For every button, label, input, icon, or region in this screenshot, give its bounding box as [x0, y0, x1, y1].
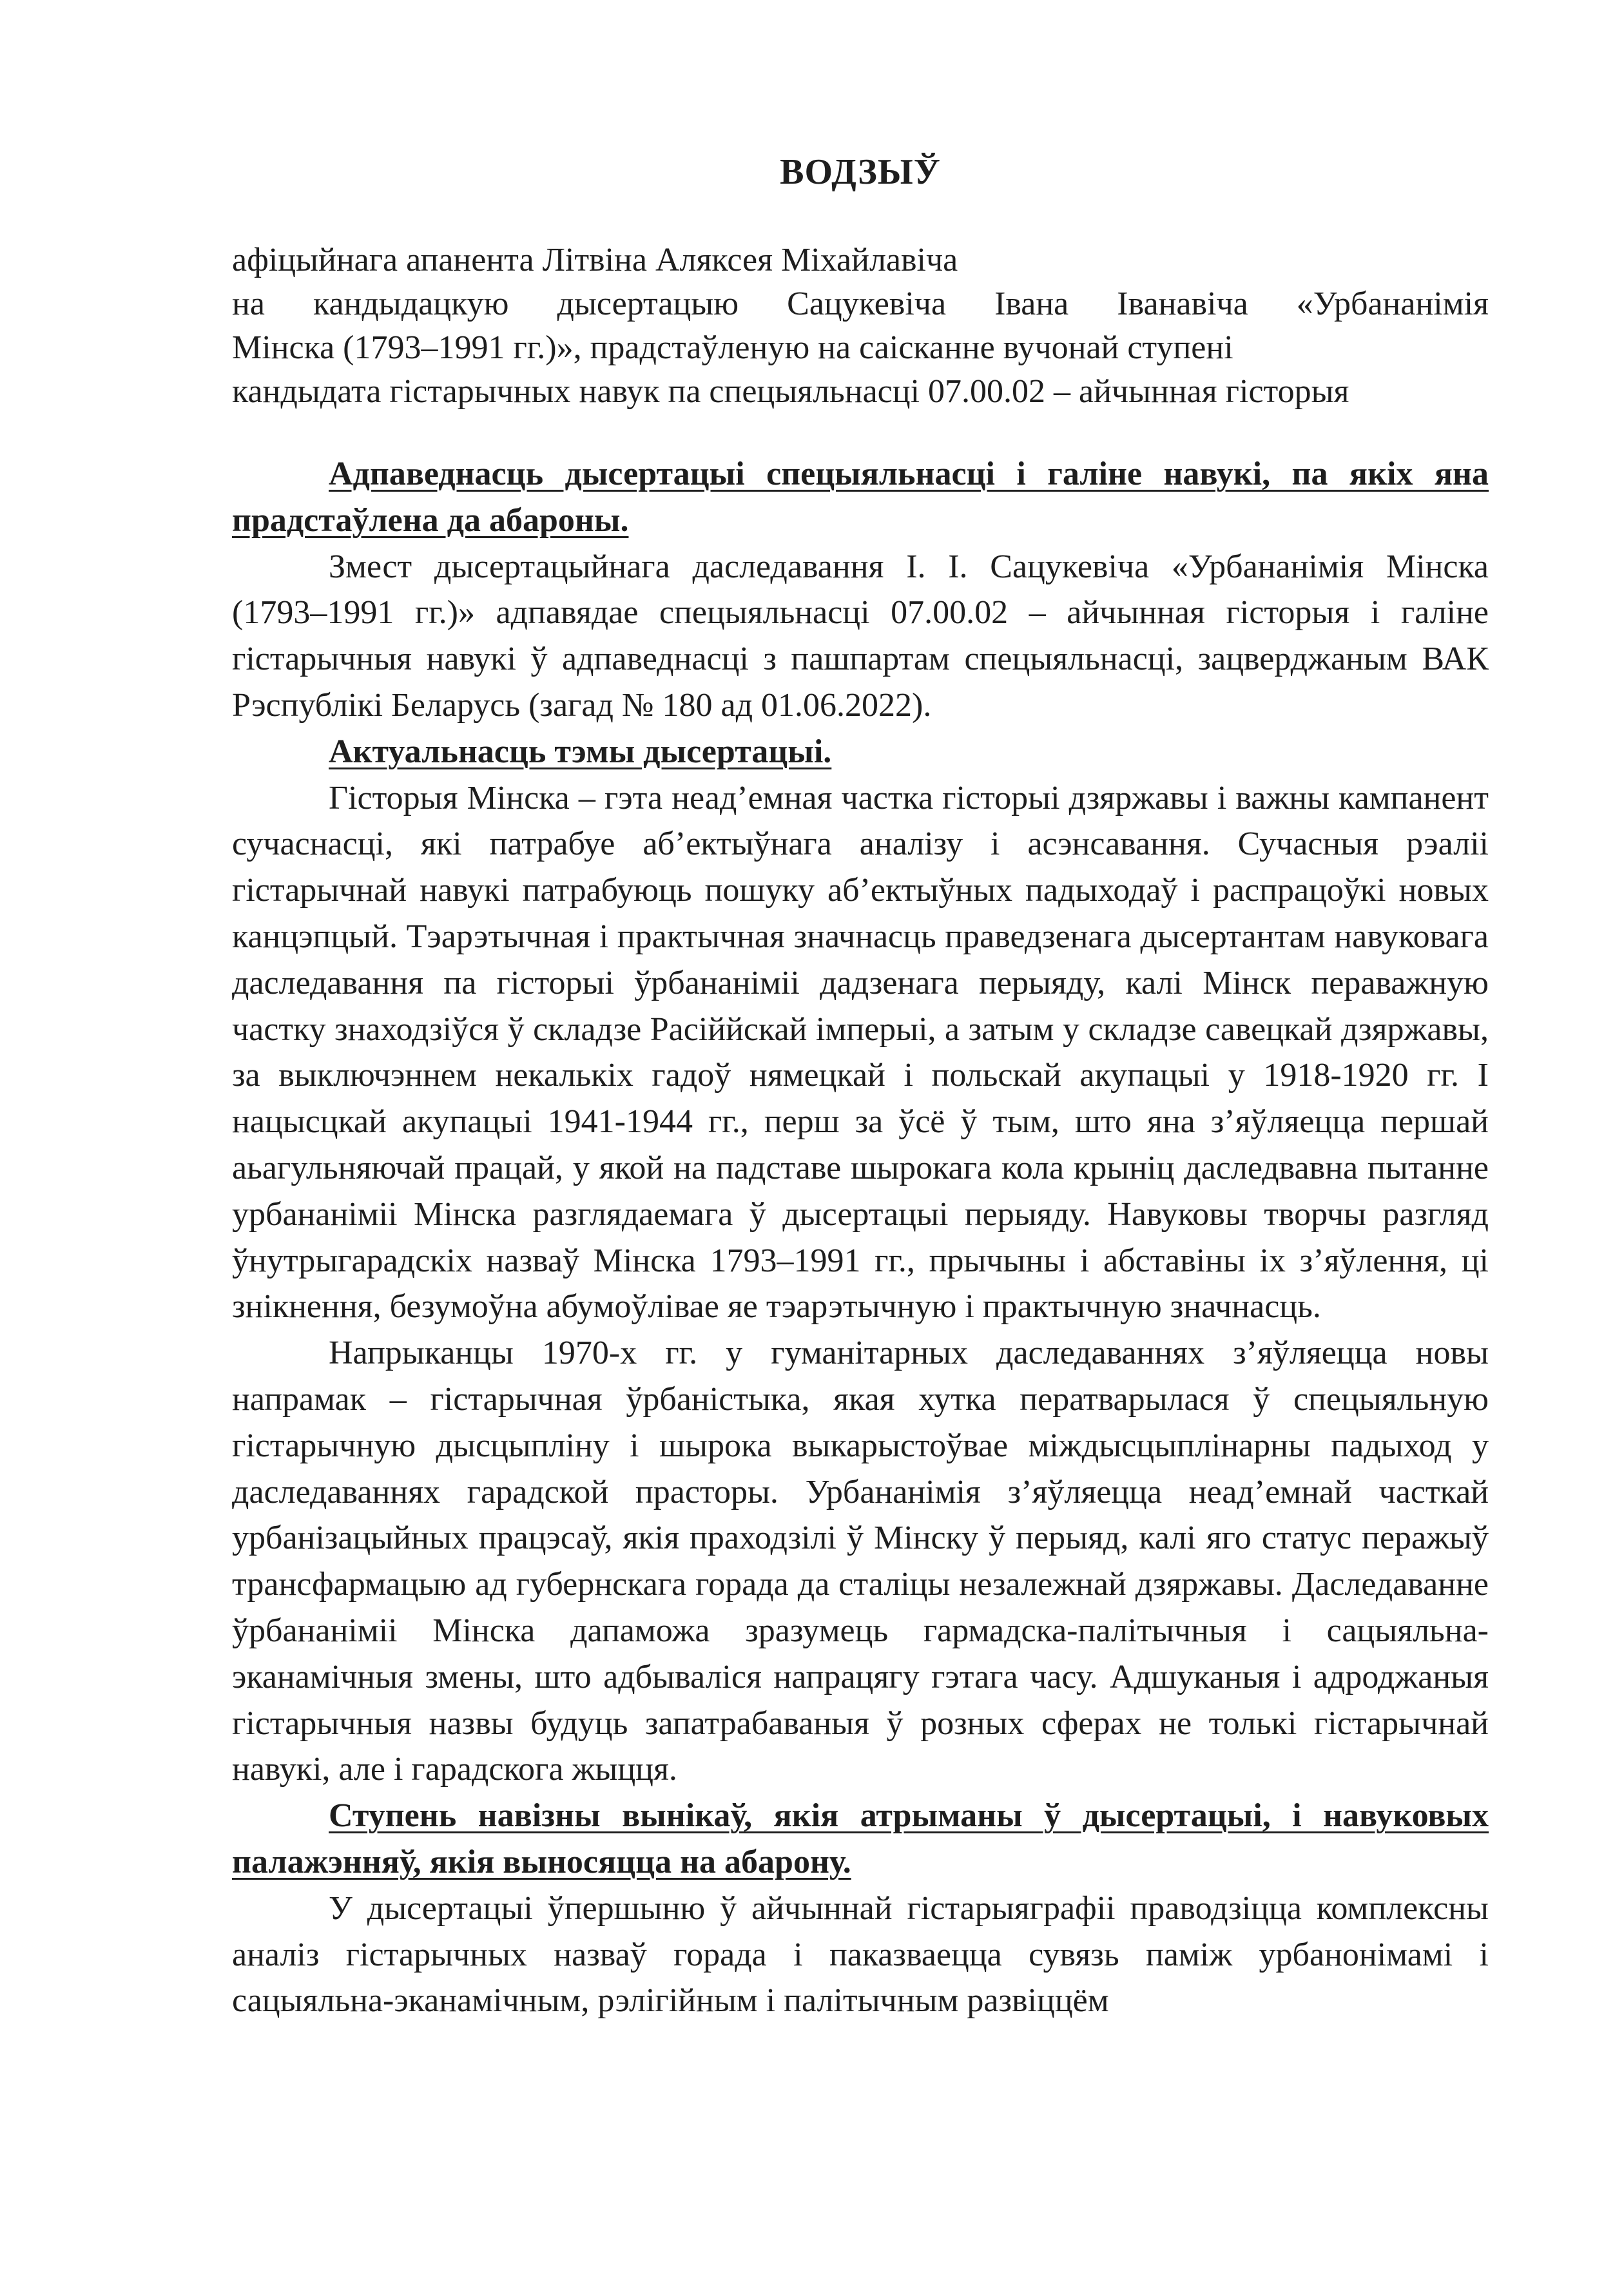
paragraph-relevance-1: Гісторыя Мінска – гэта неад’емная частка гісторыі дзяржавы і важны кампанент сучаснасці, які патрабуе аб’ектыўнага аналізу і асэнсавання. Сучасныя рэаліі гістарычнай навукі патрабуюць пошуку аб’ектыўных падыходаў і распрацоўкі новых канцэпцый. Тэарэтычная і практычная значнасць праведзенага дысертантам навуковага даследавання па гісторыі ўрбананіміі дадзенага перыяду, калі Мінск пераважную частку знаходзіўся ў складзе Расіййскай імперыі, а затым у складзе савецкай дзяржавы, за выключэннем некалькіх гадоў нямецкай і польскай акупацыі у 1918-1920 гг. І нацысцкай акупацыі 1941-1944 гг., перш за ўсё ў тым, што яна з’яўляецца першай аьагульняючай працай, у якой на падставе шырокага кола крыніц даследвавна пытанне урбананіміі Мінска разглядаемага ў дысертацыі перыяду. Навуковы творчы разгляд ўнутрыгарадскіх назваў Мінска 1793–1991 гг., прычыны і абставіны іх з’яўлення, ці знікнення, безумоўна абумоўлівае яе тэарэтычную і практычную значнасць. — [232, 779, 1489, 1326]
section-heading-correspondence: Адпаведнасць дысертацыі спецыяльнасці і галіне навукі, па якіх яна прадстаўлена да абароны. — [232, 456, 1489, 539]
document-title: ВОДЗЫЎ — [780, 152, 941, 192]
section-heading-relevance: Актуальнасць тэмы дысертацыі. — [329, 733, 832, 770]
intro-line: афіцыйнага апанента Літвіна Аляксея Міхайлавіча — [232, 242, 958, 278]
intro-line: на кандыдацкую дысертацыю Сацукевіча Івана Іванавіча «Урбананімія — [232, 285, 1489, 322]
paragraph-relevance-2: Напрыканцы 1970-х гг. у гуманітарных даследаваннях з’яўляецца новы напрамак – гістарычная ўрбаністыка, якая хутка ператварылася ў спецыяльную гістарычную дысцыпліну і шырока выкарыстоўвае міждысцыплінарны падыход у даследаваннях гарадской прасторы. Урбананімія з’яўляецца неад’емнай часткай урбанізацыйных працэсаў, якія праходзілі ў Мінску ў перыяд, калі яго статус перажыў трансфармацыю ад губернскага горада да сталіцы незалежнай дзяржавы. Даследаванне ўрбананіміі Мінска дапаможа зразумець гармадска-палітычныя і сацыяльна-эканамічныя змены, што адбываліся напрацягу гэтага часу. Адшуканыя і адроджаныя гістарычныя назвы будуць запатрабаваныя ў розных сферах не толькі гістарычнай навукі, але і гарадскога жыцця. — [232, 1335, 1489, 1788]
intro-line: Мінска (1793–1991 гг.)», прадстаўленую на саісканне вучонай ступені — [232, 329, 1233, 366]
document-body — [232, 451, 1489, 2024]
paragraph-correspondence: Змест дысертацыйнага даследавання І. І. Сацукевіча «Урбананімія Мінска (1793–1991 гг.)» адпавядае спецыяльнасці 07.00.02 – айчынная гісторыя і галіне гістарычныя навукі ў адпаведнасці з пашпартам спецыяльнасці, зацверджаным ВАК Рэспублікі Беларусь (загад № 180 ад 01.06.2022). — [232, 548, 1489, 724]
intro-line: кандыдата гістарычных навук па спецыяльнасці 07.00.02 – айчынная гісторыя — [232, 373, 1349, 410]
document-intro — [232, 238, 1489, 414]
section-heading-novelty: Ступень навізны вынікаў, якія атрыманы ў дысертацыі, і навуковых палажэнняў, якія выносяцца на абарону. — [232, 1797, 1489, 1880]
paragraph-novelty: У дысертацыі ўпершыню ў айчыннай гістарыяграфіі праводзіцца комплексны аналіз гістарычных назваў горада і паказваецца сувязь паміж урбанонімамі і сацыяльна-эканамічным, рэлігійным і палітычным развіццём — [232, 1889, 1489, 2020]
